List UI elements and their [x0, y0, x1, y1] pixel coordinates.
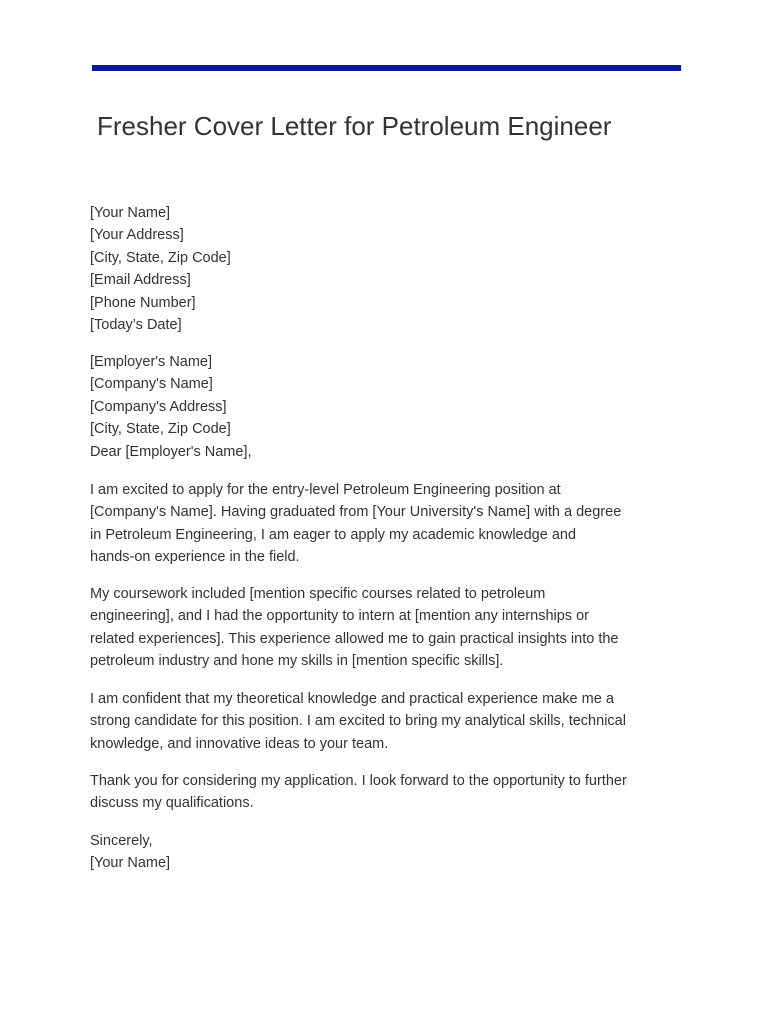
sender-city-state-zip: [City, State, Zip Code]	[90, 249, 231, 266]
body-paragraph-intro	[90, 479, 670, 569]
paragraph-line: Thank you for considering my application. I look forward to the opportunity to further	[90, 773, 627, 789]
sender-address-block	[90, 202, 670, 336]
recipient-address-block	[90, 351, 670, 463]
sender-email: [Email Address]	[90, 272, 191, 289]
document-title: Fresher Cover Letter for Petroleum Engineer	[97, 111, 612, 141]
paragraph-line: related experiences]. This experience allowed me to gain practical insights into the	[90, 630, 619, 647]
company-city-state-zip: [City, State, Zip Code]	[90, 421, 231, 438]
sender-name: [Your Name]	[90, 205, 171, 221]
header-accent-bar	[92, 65, 681, 71]
paragraph-line: engineering], and I had the opportunity to intern at [mention any internships or	[90, 608, 589, 625]
paragraph-line: I am confident that my theoretical knowledge and practical experience make me a	[90, 691, 614, 707]
body-paragraph-thanks	[90, 770, 670, 815]
body-paragraph-experience	[90, 583, 670, 673]
paragraph-line: I am excited to apply for the entry-level Petroleum Engineering position at	[90, 482, 561, 498]
paragraph-line: knowledge, and innovative ideas to your team.	[90, 735, 389, 752]
sender-phone: [Phone Number]	[90, 294, 196, 311]
company-name: [Company's Name]	[90, 376, 213, 393]
sender-address: [Your Address]	[90, 227, 184, 244]
employer-name: [Employer's Name]	[90, 354, 213, 370]
paragraph-line: petroleum industry and hone my skills in [mention specific skills].	[90, 653, 504, 670]
closing-sincerely: Sincerely,	[90, 833, 153, 849]
paragraph-line: discuss my qualifications.	[90, 795, 254, 812]
letter-date: [Today’s Date]	[90, 317, 182, 334]
paragraph-line: My coursework included [mention specific courses related to petroleum	[90, 586, 546, 602]
paragraph-line: [Company's Name]. Having graduated from [Your University's Name] with a degree	[90, 504, 622, 521]
paragraph-line: in Petroleum Engineering, I am eager to apply my academic knowledge and	[90, 526, 577, 543]
company-address: [Company's Address]	[90, 398, 227, 415]
paragraph-line: strong candidate for this position. I am excited to bring my analytical skills, technical	[90, 713, 626, 730]
closing-signature-name: [Your Name]	[90, 855, 171, 872]
paragraph-line: hands-on experience in the field.	[90, 549, 300, 566]
closing-block	[90, 830, 670, 875]
salutation: Dear [Employer's Name],	[90, 443, 252, 460]
body-paragraph-confidence	[90, 688, 670, 755]
